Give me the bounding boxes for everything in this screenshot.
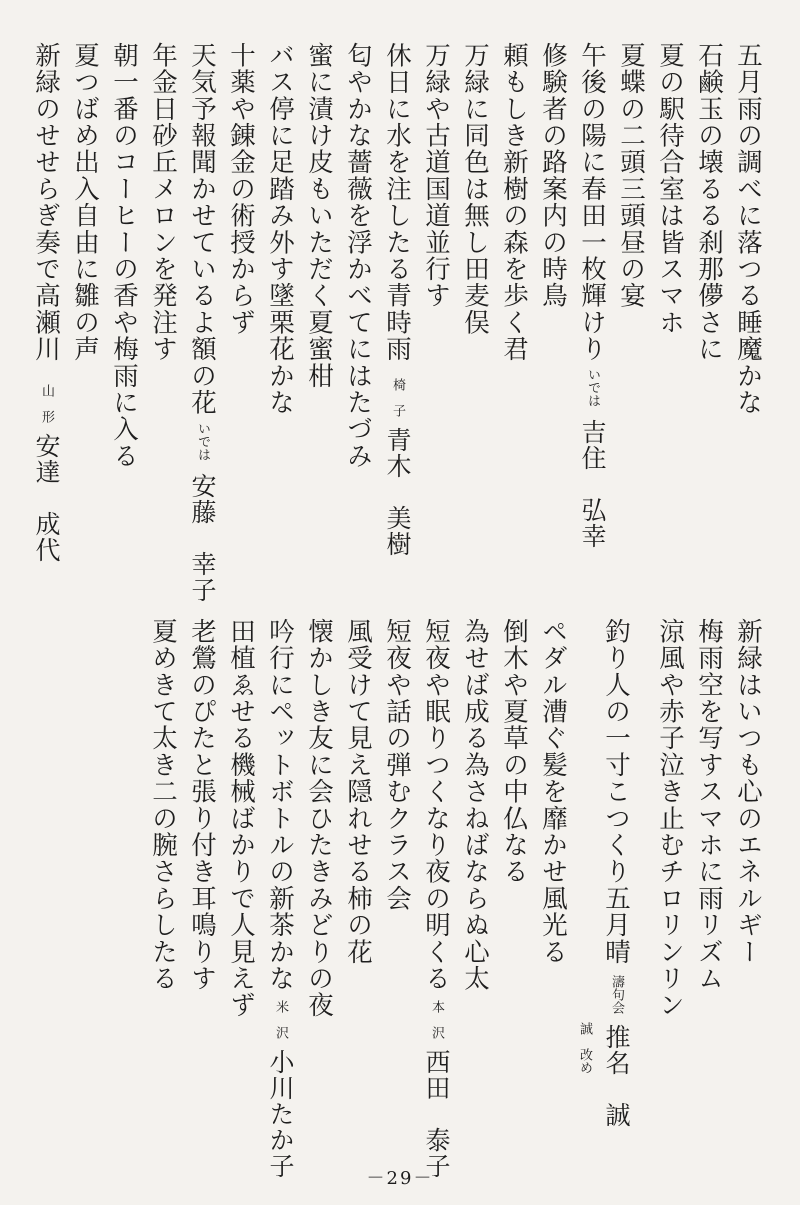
author-name: 小川たか子 <box>266 1048 295 1179</box>
haiku-verse: 夏の駅待合室は皆スマホ <box>655 42 685 336</box>
haiku-verse: 石鹸玉の壊るる刹那儚さに <box>694 42 724 363</box>
haiku-verse: 万緑に同色は無し田麦俣 <box>460 42 490 336</box>
haiku-verse: ペダル漕ぐ髪を靡かせ風光る <box>538 618 568 966</box>
haiku-column <box>303 618 335 1019</box>
haiku-verse: 老鶯のぴたと張り付き耳鳴りす <box>187 618 217 992</box>
haiku-column <box>264 42 296 416</box>
haiku-verse: 夏蝶の二頭三頭昼の宴 <box>616 42 646 309</box>
author-note: 誠 改め <box>577 1022 592 1074</box>
haiku-column <box>600 618 632 1128</box>
haiku-verse: 短夜や眠りつくなり夜の明くる <box>421 618 451 992</box>
haiku-column <box>459 618 491 992</box>
author-note-column <box>572 1022 596 1074</box>
haiku-verse: 為せば成る為さねばならぬ心太 <box>460 618 490 992</box>
author-name: 西田 泰子 <box>422 1048 451 1179</box>
haiku-verse: 頼もしき新樹の森を歩く君 <box>499 42 529 363</box>
haiku-verse: 涼風や赤子泣き止むチロリンリン <box>655 618 685 1019</box>
haiku-column <box>30 42 62 563</box>
haiku-column <box>732 42 764 416</box>
haiku-verse: 新緑はいつも心のエネルギー <box>733 618 763 966</box>
haiku-column <box>693 618 725 992</box>
haiku-column <box>654 42 686 336</box>
author-name: 安達 成代 <box>32 433 61 564</box>
author-name: 安藤 幸子 <box>188 472 217 603</box>
haiku-verse: 夏めきて太き二の腕さらしたる <box>148 618 178 992</box>
author-name: 吉住 弘幸 <box>578 419 607 550</box>
author-place: 米 沢 <box>273 999 288 1039</box>
haiku-verse: 短夜や話の弾むクラス会 <box>382 618 412 912</box>
haiku-verse: 釣り人の一寸こつくり五月晴 <box>601 618 631 966</box>
haiku-column <box>420 618 452 1179</box>
haiku-verse: バス停に足踏み外す墜栗花かな <box>265 42 295 416</box>
author-place: いでは <box>585 368 600 408</box>
haiku-verse: 天気予報聞かせているよ額の花 <box>187 42 217 416</box>
haiku-column <box>615 42 647 309</box>
haiku-verse: 倒木や夏草の中仏なる <box>499 618 529 885</box>
haiku-column <box>69 42 101 362</box>
haiku-verse: 修験者の路案内の時鳥 <box>538 42 568 309</box>
haiku-column <box>537 42 569 309</box>
page-number: －29－ <box>366 1168 434 1189</box>
haiku-verse: 風受けて見え隠れせる柿の花 <box>343 618 373 966</box>
author-place: 椅 子 <box>390 378 405 418</box>
haiku-column <box>147 618 179 992</box>
haiku-verse: 夏つばめ出入自由に雛の声 <box>70 42 100 363</box>
author-place: いでは <box>195 421 210 461</box>
haiku-column <box>342 42 374 469</box>
haiku-verse: 午後の陽に春田一枚輝けり <box>577 42 607 363</box>
haiku-verse: 田植ゑせる機械ばかりで人見えず <box>226 618 256 1019</box>
haiku-verse: 蜜に漬け皮もいただく夏蜜柑 <box>304 42 334 390</box>
haiku-verse: 匂やかな薔薇を浮かべてにはたづみ <box>343 42 373 470</box>
haiku-verse: 梅雨空を写すスマホに雨リズム <box>694 618 724 992</box>
author-place: 本 沢 <box>429 999 444 1039</box>
haiku-column <box>264 618 296 1179</box>
haiku-column <box>225 618 257 1019</box>
haiku-verse: 懐かしき友に会ひたきみどりの夜 <box>304 618 334 1019</box>
haiku-verse: 吟行にペットボトルの新茶かな <box>265 618 295 992</box>
haiku-verse: 五月雨の調べに落つる睡魔かな <box>733 42 763 416</box>
author-name: 青木 美樹 <box>383 427 412 558</box>
haiku-column <box>537 618 569 965</box>
haiku-column <box>108 42 140 469</box>
author-name: 推名 誠 <box>602 1024 631 1129</box>
haiku-verse: 十薬や錬金の術授からず <box>226 42 256 336</box>
author-place: 濤句会 <box>609 975 624 1015</box>
haiku-column <box>732 618 764 965</box>
haiku-column <box>498 618 530 885</box>
haiku-column <box>654 618 686 1019</box>
haiku-column <box>381 618 413 912</box>
haiku-column <box>381 42 413 557</box>
haiku-verse: 新緑のせせらぎ奏で高瀬川 <box>31 42 61 363</box>
haiku-column <box>498 42 530 362</box>
haiku-column <box>186 42 218 603</box>
author-place: 山 形 <box>39 384 54 424</box>
haiku-column <box>693 42 725 362</box>
haiku-column <box>420 42 452 309</box>
haiku-column <box>225 42 257 336</box>
haiku-column <box>342 618 374 965</box>
haiku-column <box>576 42 608 549</box>
haiku-verse: 休日に水を注したる青時雨 <box>382 42 412 363</box>
haiku-verse: 年金日砂丘メロンを発注す <box>148 42 178 363</box>
haiku-column <box>459 42 491 336</box>
haiku-column <box>186 618 218 992</box>
haiku-column <box>303 42 335 389</box>
haiku-verse: 万緑や古道国道並行す <box>421 42 451 309</box>
haiku-verse: 朝一番のコーヒーの香や梅雨に入る <box>109 42 139 470</box>
haiku-column <box>147 42 179 362</box>
